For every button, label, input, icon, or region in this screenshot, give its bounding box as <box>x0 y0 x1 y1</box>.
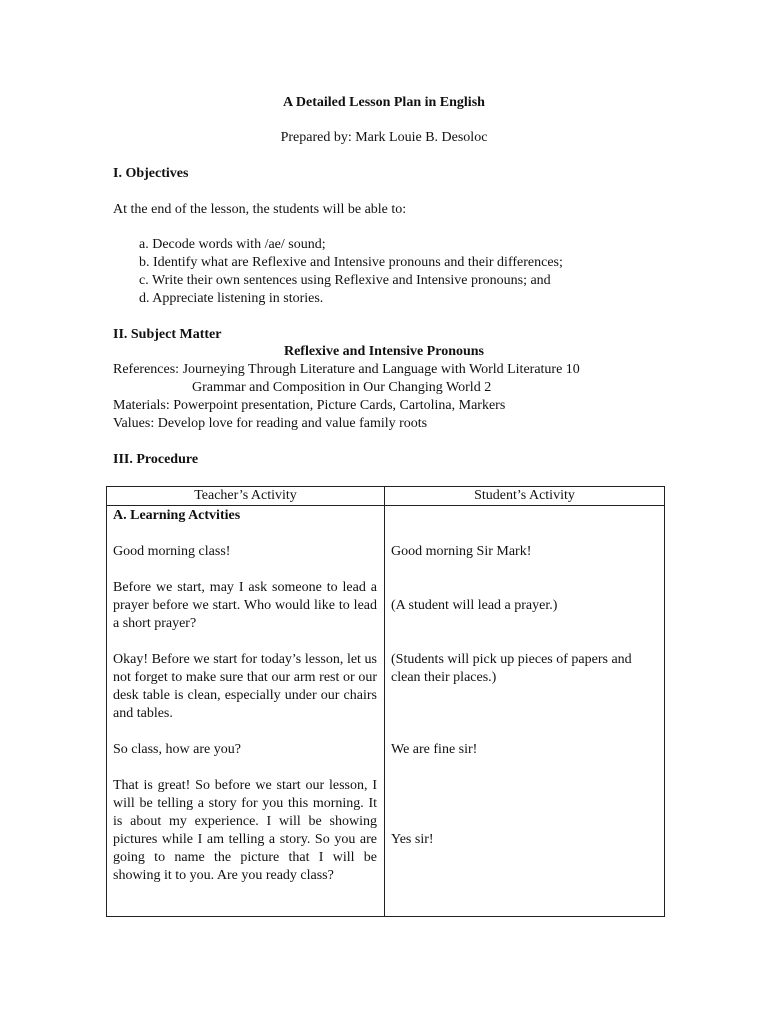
student-line: Yes sir! <box>391 832 434 847</box>
procedure-table <box>106 486 665 917</box>
student-activity-header: Student’s Activity <box>385 487 665 506</box>
student-line: (A student will lead a prayer.) <box>391 598 558 613</box>
table-header-row <box>107 487 665 506</box>
teacher-line: That is great! So before we start our lesson, I will be telling a story for you this morning. It is about my experience. I will be showing pictures while I am telling a story. So you are going to name the picture that I will be showing it to you. Are you ready class? <box>113 778 377 883</box>
student-line: Good morning Sir Mark! <box>391 544 532 559</box>
objective-item: d. Appreciate listening in stories. <box>139 291 324 306</box>
references-line: References: Journeying Through Literature and Language with World Literature 10 <box>113 362 580 377</box>
student-line: We are fine sir! <box>391 742 478 757</box>
values-line: Values: Develop love for reading and value family roots <box>113 416 428 431</box>
objectives-list <box>139 236 563 308</box>
document-title: A Detailed Lesson Plan in English <box>283 95 485 110</box>
objective-item: c. Write their own sentences using Reflexive and Intensive pronouns; and <box>139 273 551 288</box>
student-cell <box>385 506 665 917</box>
teacher-activity-header: Teacher’s Activity <box>107 487 385 506</box>
subject-matter-heading: II. Subject Matter <box>113 327 222 342</box>
objective-item: b. Identify what are Reflexive and Intensive pronouns and their differences; <box>139 255 563 270</box>
teacher-line: Okay! Before we start for today’s lesson, let us not forget to make sure that our arm rest or our desk table is clean, especially under our chairs and tables. <box>113 652 377 721</box>
materials-line: Materials: Powerpoint presentation, Picture Cards, Cartolina, Markers <box>113 398 506 413</box>
teacher-line: Good morning class! <box>113 544 231 559</box>
subject-topic: Reflexive and Intensive Pronouns <box>283 344 485 359</box>
table-row <box>107 506 665 917</box>
prepared-by: Prepared by: Mark Louie B. Desoloc <box>280 130 488 145</box>
objectives-heading: I. Objectives <box>113 166 189 181</box>
teacher-cell <box>107 506 385 917</box>
references-line-2: Grammar and Composition in Our Changing World 2 <box>192 380 492 395</box>
procedure-heading: III. Procedure <box>113 452 199 467</box>
objectives-intro: At the end of the lesson, the students will be able to: <box>113 202 407 217</box>
teacher-line: Before we start, may I ask someone to lead a prayer before we start. Who would like to lead a short prayer? <box>113 580 377 631</box>
section-heading: A. Learning Actvities <box>113 508 241 523</box>
student-line: (Students will pick up pieces of papers and clean their places.) <box>391 652 632 685</box>
objective-item: a. Decode words with /ae/ sound; <box>139 237 326 252</box>
teacher-line: So class, how are you? <box>113 742 241 757</box>
